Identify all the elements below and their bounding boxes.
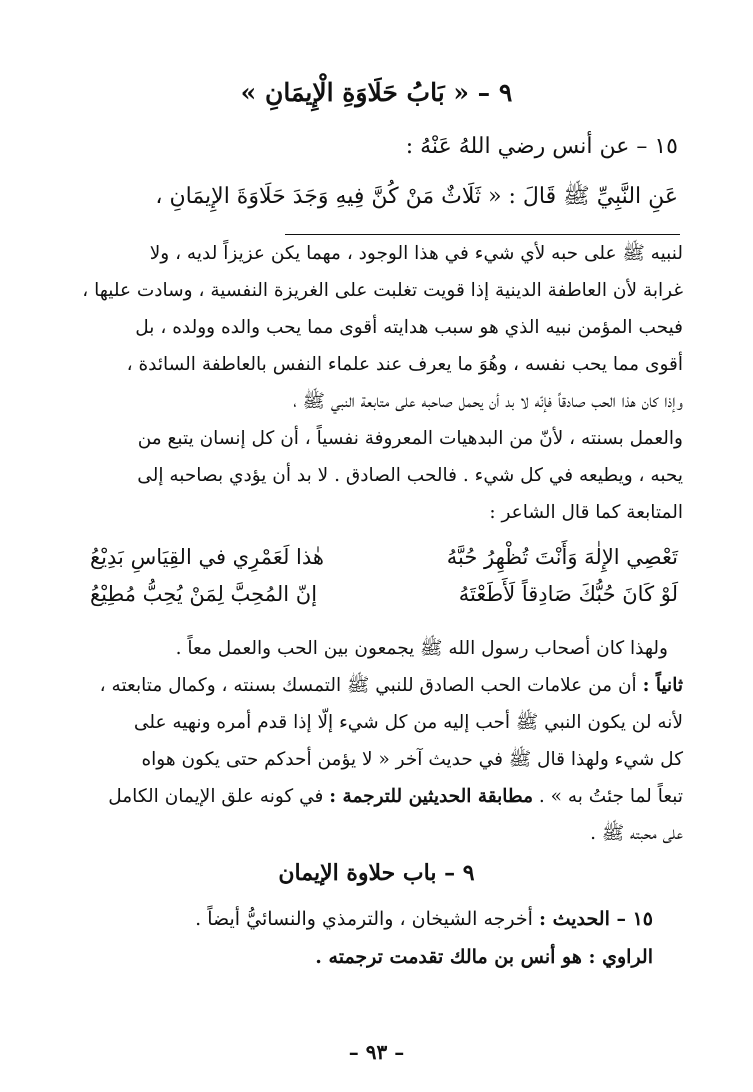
commentary2-text: أن من علامات الحب الصادق للنبي ﷺ التمسك بسنته ، وكمال متابعته ، [99, 675, 643, 696]
chapter-title: ٩ – « بَابُ حَلَاوَةِ الْإِيمَانِ » [240, 78, 513, 107]
hadith-source-text: أخرجه الشيخان ، والترمذي والنسائيُّ أيضاً . [195, 908, 539, 930]
commentary-line: أقوى مما يحب نفسه ، وهُوَ ما يعرف عند علماء النفس بالعاطفة السائدة ، [126, 354, 683, 375]
hadith-source-line [70, 908, 653, 930]
commentary-line: والعمل بسنته ، لأنّ من البدهيات المعروفة نفسياً ، أن كل إنسان يتبع من [137, 428, 683, 449]
hadith-label: ١٥ – الحديث : [538, 908, 653, 930]
chapter2-title: ٩ – باب حلاوة الإيمان [278, 860, 475, 886]
commentary2-text: تبعاً لما جئتُ به » . [533, 786, 683, 807]
commentary-line: غرابة لأن العاطفة الدينية إذا قويت تغلبت على الغريزة النفسية ، وسادت عليها ، [82, 280, 683, 301]
poem-line1-second-hemistich: هٰذا لَعَمْرِي في القِيَاسِ بَدِيْعُ [90, 545, 324, 569]
commentary-line: فيحب المؤمن نبيه الذي هو سبب هدايته أقوى مما يحب والده وولده ، بل [135, 317, 683, 338]
commentary2-line [70, 786, 683, 807]
commentary-line: لنبيه ﷺ على حبه لأي شيء في هذا الوجود ، مهما يكن عزيزاً لديه ، ولا [149, 243, 683, 264]
commentary-line: المتابعة كما قال الشاعر : [489, 502, 683, 523]
poem-line2-first-hemistich: لَوْ كَانَ حُبُّكَ صَادِقاً لَأَطَعْتَهُ [458, 582, 678, 606]
footnote-divider [285, 234, 680, 235]
commentary2-line [70, 675, 683, 701]
commentary2-line: لأنه لن يكون النبي ﷺ أحب إليه من كل شيء إلّا إذا قدم أمره ونهيه على [133, 712, 683, 733]
narrator-line: الراوي : هو أنس بن مالك تقدمت ترجمته . [315, 946, 653, 968]
commentary-line: يحبه ، ويطيعه في كل شيء . فالحب الصادق . لا بد أن يؤدي بصاحبه إلى [137, 465, 683, 486]
commentary2-text: في كونه علق الإيمان الكامل [108, 786, 330, 807]
commentary2-line: على محبته ﷺ . [590, 823, 683, 844]
page-number: – ٩٣ – [348, 1040, 405, 1064]
hadith-text: عَنِ النَّبِيِّ ﷺ قَالَ : « ثَلَاثٌ مَنْ كُنَّ فِيهِ وَجَدَ حَلَاوَةَ الإِيمَانِ ، [155, 184, 678, 209]
commentary2-line: كل شيء ولهذا قال ﷺ في حديث آخر « لا يؤمن أحدكم حتى يكون هواه [141, 749, 683, 770]
correspondence-label: مطابقة الحديثين للترجمة : [329, 786, 533, 807]
commentary2-line: ولهذا كان أصحاب رسول الله ﷺ يجمعون بين الحب والعمل معاً . [175, 638, 668, 659]
secondly-label: ثانياً : [642, 675, 683, 696]
poem-line1-first-hemistich: تَعْصِي الإِلٰهَ وَأَنْتَ تُظْهِرُ حُبَّهُ [446, 545, 678, 569]
hadith-intro: ١٥ – عن أنس رضي اللهُ عَنْهُ : [405, 134, 678, 159]
poem-line2-second-hemistich: إنّ المُحِبَّ لِمَنْ يُحِبُّ مُطِيْعُ [90, 582, 318, 606]
commentary-line: وإذا كان هذا الحب صادقاً فإنّه لا بد أن يحمل صاحبه على متابعة النبي ﷺ ، [293, 391, 683, 412]
